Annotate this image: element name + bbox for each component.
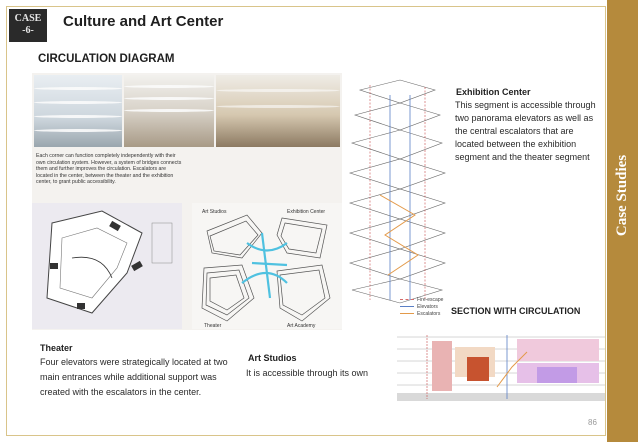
legend-label: Fire-escape (417, 296, 444, 303)
legend-item (400, 296, 443, 303)
label-exhibition-center: Exhibition Center (287, 209, 326, 215)
label-art-academy: Art Academy (287, 323, 316, 329)
case-badge-line2: -6- (22, 25, 34, 36)
photo-caption: Each corner can function completely independently with their own circulation system. However, a system of bridges connects them and further improves the circulation. Escalators are located in the center, between the theater and the exhibition center, to grant public accessibility. (36, 153, 182, 186)
legend-label: Escalators (417, 310, 441, 317)
section-subtitle: CIRCULATION DIAGRAM (38, 53, 175, 65)
interior-photo-2 (124, 75, 214, 147)
floor-plan-drawing (32, 203, 182, 329)
circulation-legend (400, 296, 443, 317)
photo-collage (32, 73, 342, 330)
case-badge (9, 9, 47, 42)
stacked-section-drawing (340, 75, 450, 310)
theater-text: Four elevators were strategically located at two main entrances while additional support was created with the escalators in the center. (40, 357, 228, 397)
section-with-circulation-label: SECTION WITH CIRCULATION (451, 306, 581, 316)
label-theater: Theater (204, 323, 222, 329)
art-studios-text: It is accessible through its own (246, 368, 369, 378)
art-studios-title: Art Studios (248, 353, 297, 363)
theater-title: Theater (40, 343, 73, 353)
sidebar-label-container (608, 140, 638, 250)
exhibition-text: This segment is accessible through two panorama elevators as well as the central escalators that are located between the exhibition segment and the theater segment (455, 100, 596, 162)
legend-swatch-escalators (400, 313, 414, 314)
page-title: Culture and Art Center (63, 13, 224, 30)
label-art-studios: Art Studios (202, 209, 227, 215)
circulation-axonometric (192, 203, 342, 329)
building-section-drawing (397, 327, 605, 411)
legend-label: Elevators (417, 303, 438, 310)
exhibition-title: Exhibition Center (456, 87, 531, 97)
page-number: 86 (588, 418, 597, 427)
interior-photo-1 (34, 75, 122, 147)
legend-item (400, 310, 443, 317)
legend-item (400, 303, 443, 310)
legend-swatch-fire-escape (400, 299, 414, 300)
interior-photo-3 (216, 75, 340, 147)
case-badge-line1: CASE (14, 13, 42, 24)
sidebar-label: Case Studies (614, 154, 631, 236)
legend-swatch-elevators (400, 306, 414, 307)
